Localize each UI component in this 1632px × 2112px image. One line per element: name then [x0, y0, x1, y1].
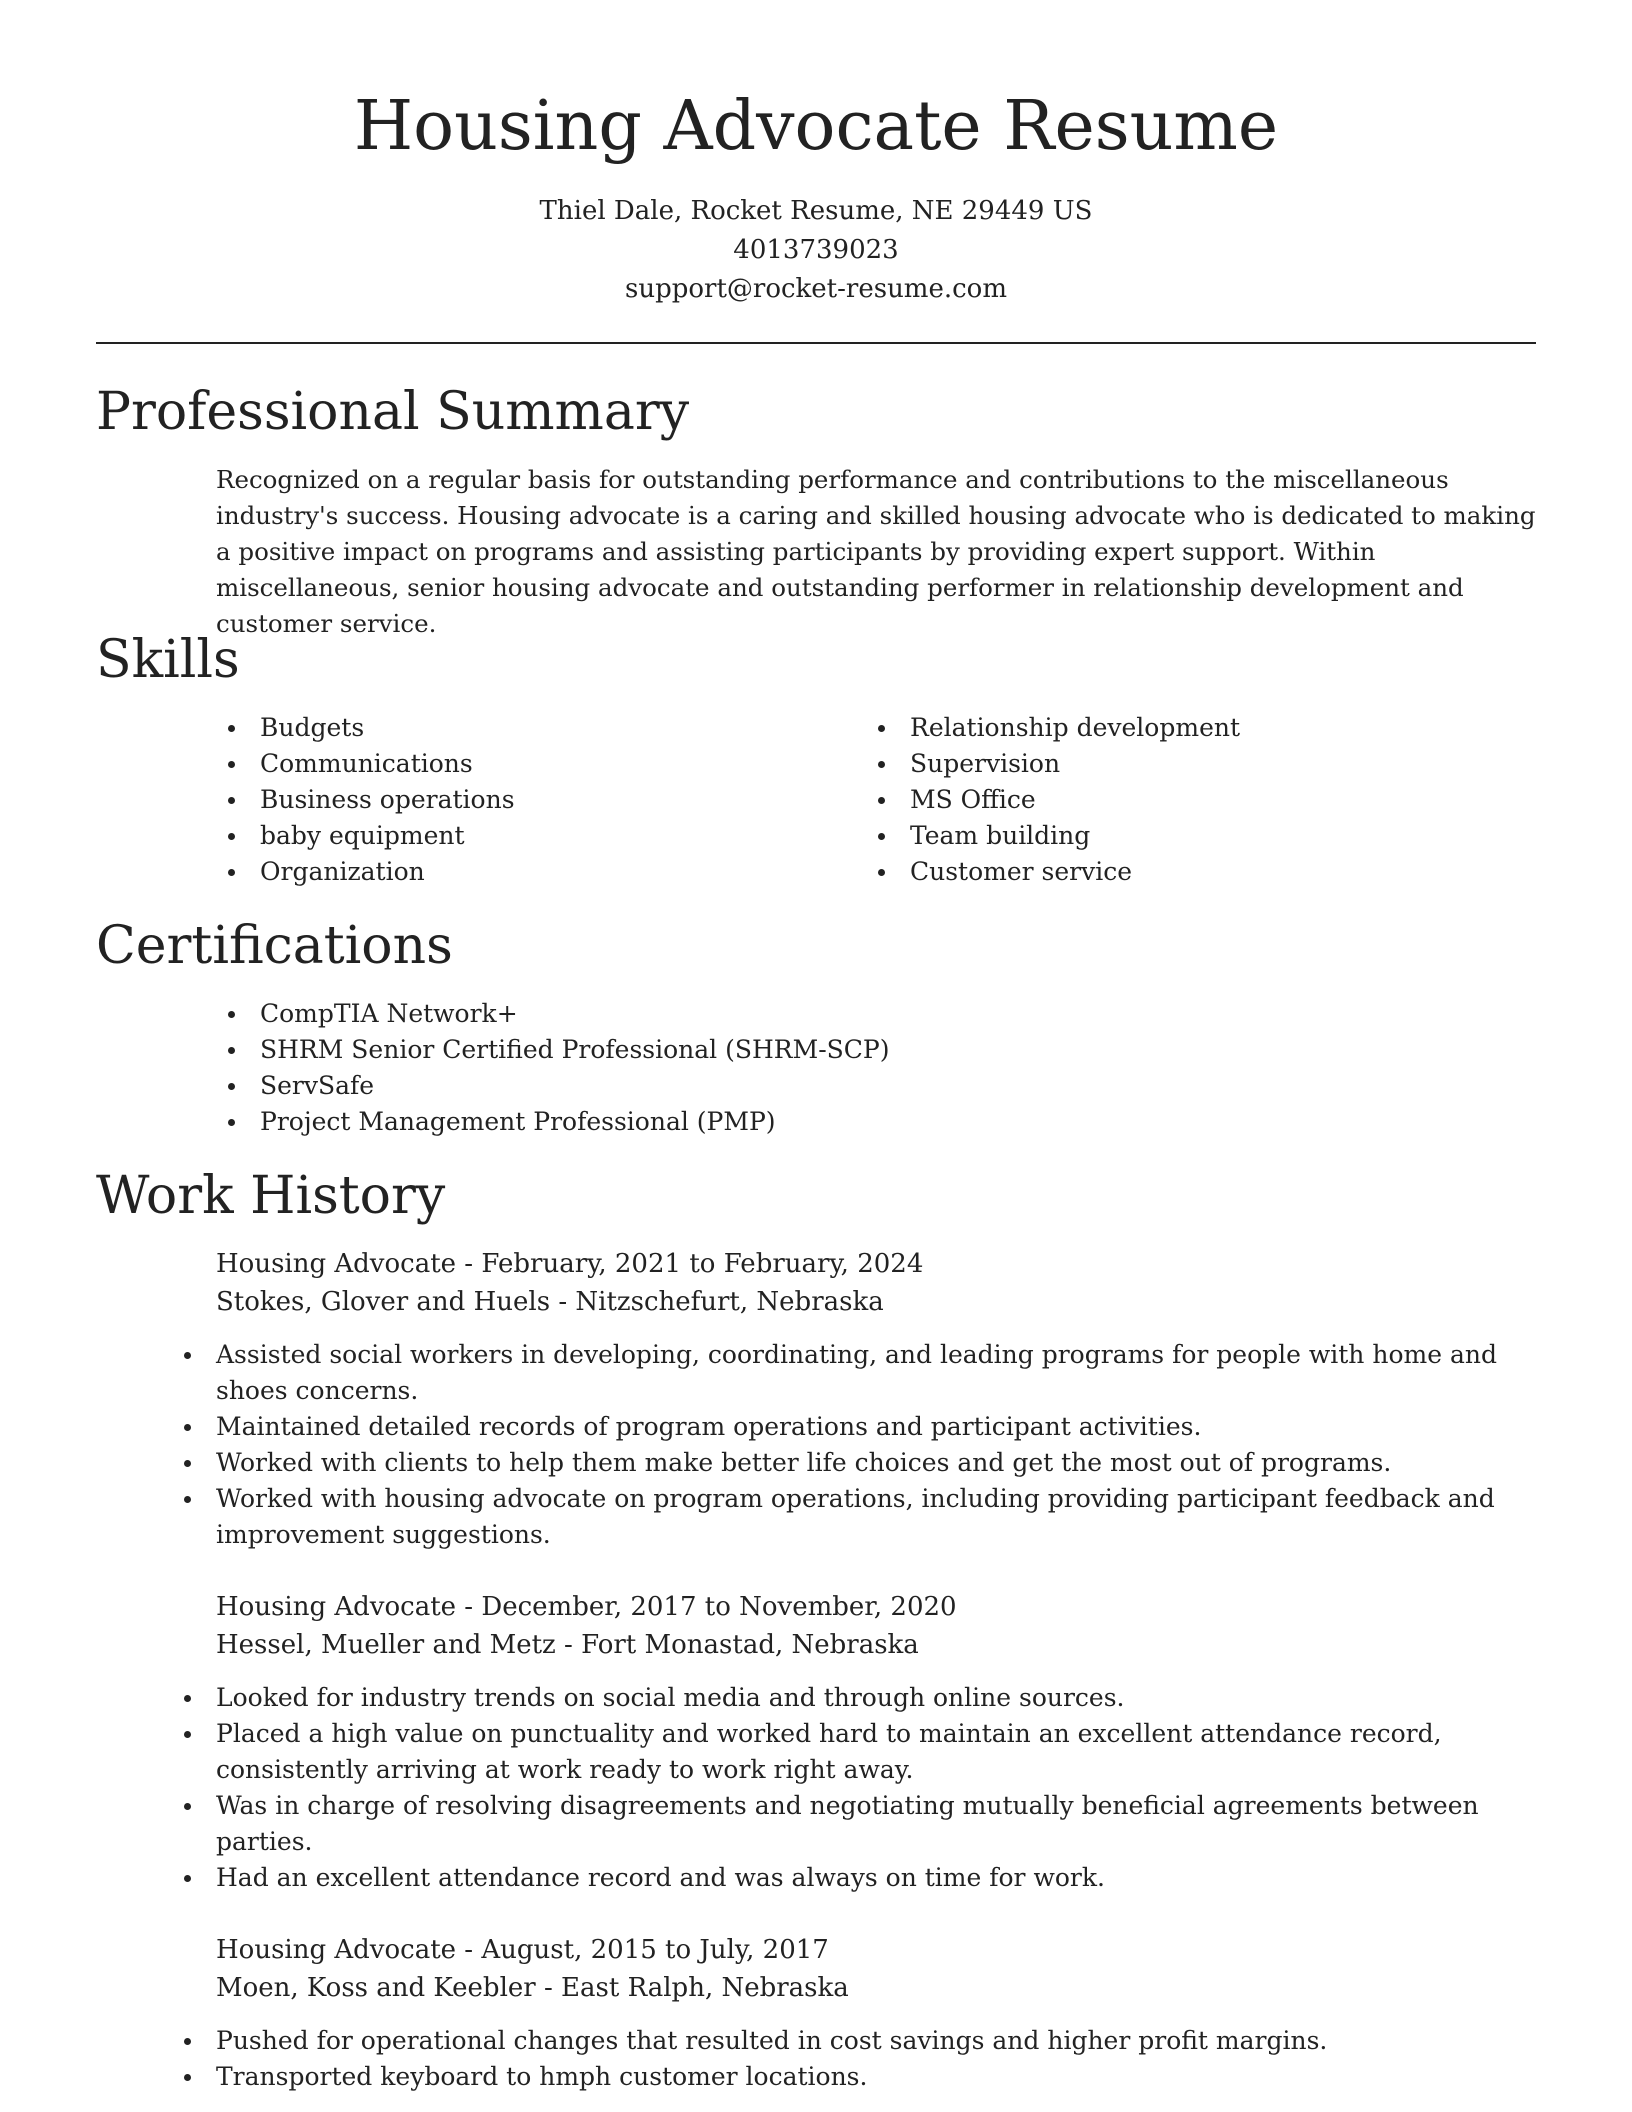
skill-item: baby equipment	[216, 818, 816, 854]
skills-heading: Skills	[96, 630, 240, 690]
certification-item: ServSafe	[216, 1068, 1416, 1104]
job-location: Fort Monastad, Nebraska	[581, 1630, 919, 1660]
skill-item: Team building	[866, 818, 1466, 854]
skill-item: Relationship development	[866, 710, 1466, 746]
job-title-line: Housing Advocate - February, 2021 to February, 2024	[216, 1249, 924, 1279]
job-bullet: Had an excellent attendance record and was always on time for work.	[172, 1860, 1556, 1896]
job-bullets	[216, 1680, 1556, 1896]
contact-email: support@rocket-resume.com	[624, 274, 1007, 304]
job-company-line: Stokes, Glover and Huels - Nitzschefurt, Nebraska	[216, 1287, 884, 1317]
certification-item: CompTIA Network+	[216, 996, 1416, 1032]
job-bullet: Was in charge of resolving disagreements and negotiating mutually beneficial agreements between parties.	[172, 1788, 1556, 1860]
contact-info	[96, 192, 1536, 309]
job-company: Moen, Koss and Keebler	[216, 1973, 536, 2003]
summary-text: Recognized on a regular basis for outstanding performance and contributions to the miscellaneous industry's success. Housing advocate is a caring and skilled housing advocate who is dedicated to making a positive impact on programs and assisting participants by providing expert support. Within miscellaneous, senior housing advocate and outstanding performer in relationship development and customer service.	[216, 465, 1536, 638]
job-location: East Ralph, Nebraska	[561, 1973, 849, 2003]
skill-item: Budgets	[216, 710, 816, 746]
job-company-line: Moen, Koss and Keebler - East Ralph, Nebraska	[216, 1973, 849, 2003]
job-entry	[216, 1245, 1556, 1553]
job-title-line: Housing Advocate - December, 2017 to November, 2020	[216, 1592, 957, 1622]
skill-item: Organization	[216, 854, 816, 890]
job-title-line: Housing Advocate - August, 2015 to July, 2017	[216, 1935, 829, 1965]
job-bullet: Pushed for operational changes that resulted in cost savings and higher profit margins.	[172, 2023, 1556, 2059]
certifications-heading: Certifications	[96, 916, 453, 976]
job-entry	[216, 1588, 1556, 1896]
job-bullets	[216, 1337, 1556, 1553]
contact-phone: 4013739023	[733, 235, 899, 265]
job-bullet: Looked for industry trends on social media and through online sources.	[172, 1680, 1556, 1716]
skill-item: Business operations	[216, 782, 816, 818]
job-bullet: Worked with housing advocate on program operations, including providing participant feedback and improvement suggestions.	[172, 1481, 1556, 1553]
skill-item: Customer service	[866, 854, 1466, 890]
certifications-list	[216, 996, 1416, 1140]
job-bullets	[216, 2023, 1556, 2095]
work-history-heading: Work History	[96, 1166, 446, 1226]
contact-address: Thiel Dale, Rocket Resume, NE 29449 US	[539, 196, 1093, 226]
job-dates: February, 2021 to February, 2024	[481, 1249, 924, 1279]
skill-item: Communications	[216, 746, 816, 782]
job-title: Housing Advocate	[216, 1249, 457, 1279]
job-bullet: Maintained detailed records of program operations and participant activities.	[172, 1409, 1556, 1445]
job-dates: August, 2015 to July, 2017	[481, 1935, 829, 1965]
skills-list-left	[216, 710, 816, 890]
resume-header	[96, 84, 1536, 309]
job-title: Housing Advocate	[216, 1592, 457, 1622]
skills-list-right	[866, 710, 1466, 890]
job-company: Hessel, Mueller and Metz	[216, 1630, 556, 1660]
resume-title: Housing Advocate Resume	[353, 87, 1279, 166]
certification-item: SHRM Senior Certified Professional (SHRM-SCP)	[216, 1032, 1416, 1068]
summary-heading: Professional Summary	[96, 382, 690, 442]
job-entry	[216, 1931, 1556, 2095]
job-company: Stokes, Glover and Huels	[216, 1287, 551, 1317]
skill-item: Supervision	[866, 746, 1466, 782]
job-bullet: Assisted social workers in developing, coordinating, and leading programs for people with home and shoes concerns.	[172, 1337, 1556, 1409]
job-bullet: Worked with clients to help them make better life choices and get the most out of programs.	[172, 1445, 1556, 1481]
job-location: Nitzschefurt, Nebraska	[575, 1287, 884, 1317]
job-bullet: Placed a high value on punctuality and worked hard to maintain an excellent attendance record, consistently arriving at work ready to work right away.	[172, 1716, 1556, 1788]
job-bullet: Transported keyboard to hmph customer locations.	[172, 2059, 1556, 2095]
header-divider	[96, 342, 1536, 344]
certification-item: Project Management Professional (PMP)	[216, 1104, 1416, 1140]
job-dates: December, 2017 to November, 2020	[481, 1592, 957, 1622]
skill-item: MS Office	[866, 782, 1466, 818]
job-title: Housing Advocate	[216, 1935, 457, 1965]
job-company-line: Hessel, Mueller and Metz - Fort Monastad, Nebraska	[216, 1630, 919, 1660]
